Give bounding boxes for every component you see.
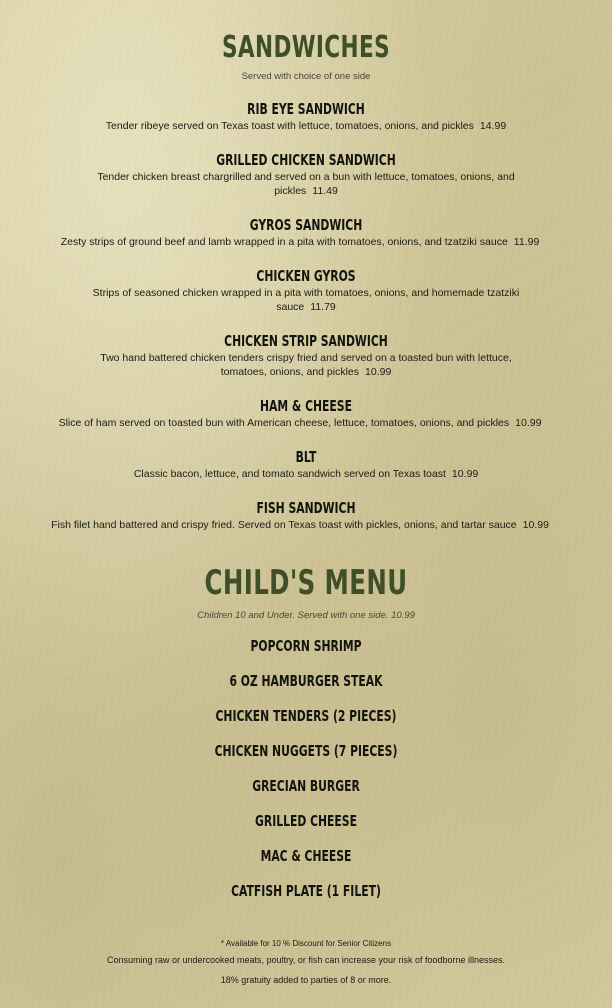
consumer-warning: Consuming raw or undercooked meats, poultry, or fish can increase your risk of foodborne illnesses. (106, 955, 506, 965)
item-price: 10.99 (451, 468, 479, 480)
menu-item-fish-sandwich (40, 499, 572, 532)
item-description-text: Tender chicken breast chargrilled and served on a bun with lettuce, tomatoes, onions, and pickles (97, 171, 515, 197)
menu-item-gyros-sandwich (40, 216, 572, 249)
item-name: GYROS SANDWICH (249, 216, 363, 234)
item-price: 10.99 (365, 366, 392, 378)
menu-item-blt (40, 448, 572, 481)
childs-menu-title: CHILD'S MENU (204, 563, 408, 603)
item-name: GRILLED CHICKEN SANDWICH (216, 151, 396, 169)
menu-item-grilled-chicken-sandwich (40, 151, 572, 198)
item-name: CHICKEN STRIP SANDWICH (224, 332, 388, 350)
item-description (76, 286, 536, 314)
gratuity-note: 18% gratuity added to parties of 8 or more. (220, 975, 392, 985)
item-name: CHICKEN GYROS (256, 267, 356, 285)
item-description-text: Slice of ham served on toasted bun with American cheese, lettuce, tomatoes, onions, and pickles (58, 417, 510, 429)
item-description (20, 518, 580, 532)
item-description (76, 170, 536, 198)
menu-item-chicken-gyros (40, 267, 572, 314)
menu-item-chicken-strip-sandwich (40, 332, 572, 379)
childs-menu-subtitle: Children 10 and Under. Served with one side. 10.99 (197, 610, 415, 621)
item-price: 11.79 (310, 301, 336, 313)
menu-item-ham-and-cheese (40, 397, 572, 430)
item-description (20, 235, 580, 249)
child-menu-item: 6 OZ HAMBURGER STEAK (229, 672, 383, 690)
item-description-text: Zesty strips of ground beef and lamb wrapped in a pita with tomatoes, onions, and tzatziki sauce (60, 236, 508, 248)
item-description (76, 119, 536, 133)
item-price: 10.99 (522, 519, 549, 531)
item-name: BLT (295, 448, 317, 466)
childs-menu-list (0, 636, 612, 916)
item-name: RIB EYE SANDWICH (247, 100, 365, 118)
item-name: HAM & CHEESE (260, 397, 352, 415)
item-description (76, 467, 536, 481)
menu-item-rib-eye-sandwich (40, 100, 572, 133)
child-menu-item: CATFISH PLATE (1 FILET) (231, 882, 381, 900)
item-price: 11.99 (513, 236, 540, 248)
sandwiches-title: SANDWICHES (222, 30, 390, 65)
item-description-text: Two hand battered chicken tenders crispy fried and served on a toasted bun with lettuce, tomatoes, onions, and pickles (100, 352, 512, 378)
item-price: 14.99 (479, 120, 507, 132)
child-menu-item: CHICKEN NUGGETS (7 PIECES) (214, 742, 398, 760)
item-description (76, 351, 536, 379)
child-menu-item: MAC & CHEESE (260, 847, 352, 865)
senior-discount-note: * Available for 10 % Discount for Senior Citizens (220, 939, 392, 948)
sandwich-list (40, 100, 572, 550)
footer-notes (0, 938, 612, 986)
item-description-text: Fish filet hand battered and crispy fried. Served on Texas toast with pickles, onions, and tartar sauce (51, 519, 517, 531)
child-menu-item: POPCORN SHRIMP (250, 637, 362, 655)
child-menu-item: GRECIAN BURGER (252, 777, 360, 795)
item-price: 11.49 (312, 185, 338, 197)
sandwiches-subtitle: Served with choice of one side (241, 71, 371, 82)
child-menu-item: CHICKEN TENDERS (2 PIECES) (215, 707, 397, 725)
item-description-text: Strips of seasoned chicken wrapped in a pita with tomatoes, onions, and homemade tzatziki sauce (92, 287, 520, 313)
item-price: 10.99 (515, 417, 542, 429)
item-description-text: Classic bacon, lettuce, and tomato sandwich served on Texas toast (133, 468, 446, 480)
item-description (20, 416, 580, 430)
item-name: FISH SANDWICH (256, 499, 356, 517)
child-menu-item: GRILLED CHEESE (255, 812, 357, 830)
item-description-text: Tender ribeye served on Texas toast with lettuce, tomatoes, onions, and pickles (105, 120, 474, 132)
